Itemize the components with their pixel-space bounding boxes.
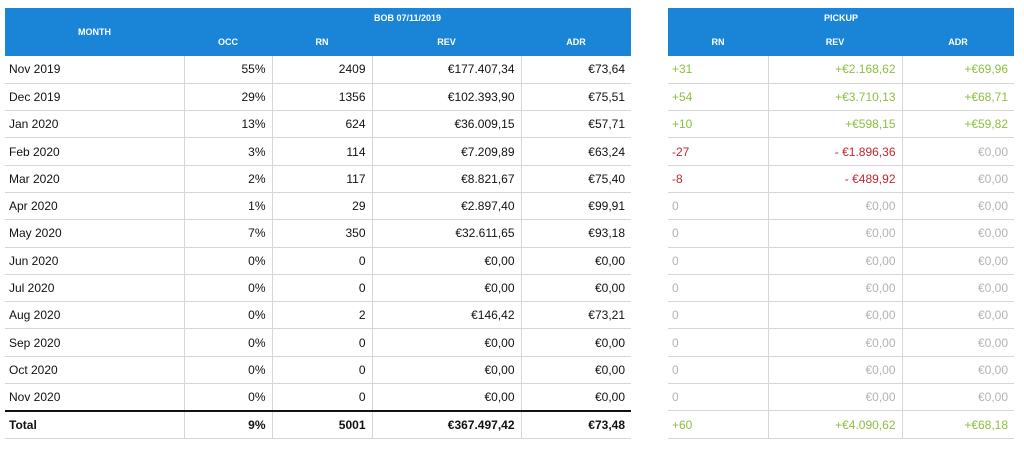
month-cell: Jul 2020 — [5, 274, 184, 301]
pickup-table-body — [668, 56, 1014, 438]
pickup-total-row — [668, 411, 1014, 438]
month-cell: Oct 2020 — [5, 356, 184, 383]
pickup-adr-header: ADR — [902, 28, 1014, 56]
bob-group-header: BOB 07/11/2019 — [184, 8, 631, 28]
occ-cell: 7% — [184, 220, 272, 247]
pickup-adr-cell: €0,00 — [902, 192, 1014, 219]
rn-cell: 350 — [272, 220, 372, 247]
pickup-adr-cell: €0,00 — [902, 138, 1014, 165]
rev-cell: €0,00 — [372, 329, 521, 356]
table-row — [5, 356, 631, 383]
rn-cell: 0 — [272, 329, 372, 356]
total-label: Total — [5, 411, 184, 438]
table-row — [5, 138, 631, 165]
rn-cell: 29 — [272, 192, 372, 219]
rn-cell: 114 — [272, 138, 372, 165]
month-header: MONTH — [5, 8, 184, 56]
rn-cell: 2 — [272, 302, 372, 329]
adr-cell: €93,18 — [521, 220, 631, 247]
table-row — [668, 138, 1014, 165]
rn-header: RN — [272, 28, 372, 56]
month-cell: Jun 2020 — [5, 247, 184, 274]
pickup-adr-cell: €0,00 — [902, 274, 1014, 301]
pickup-rn-cell: -8 — [668, 165, 768, 192]
pickup-rev-cell: €0,00 — [768, 247, 902, 274]
pickup-adr-cell: €0,00 — [902, 247, 1014, 274]
adr-cell: €75,40 — [521, 165, 631, 192]
rev-cell: €177.407,34 — [372, 56, 521, 83]
pickup-rn-cell: +31 — [668, 56, 768, 83]
pickup-adr-cell: €0,00 — [902, 302, 1014, 329]
rev-cell: €2.897,40 — [372, 192, 521, 219]
occ-cell: 3% — [184, 138, 272, 165]
bob-table — [5, 8, 631, 439]
month-cell: Mar 2020 — [5, 165, 184, 192]
table-row — [5, 165, 631, 192]
occ-cell: 13% — [184, 111, 272, 138]
table-row — [668, 83, 1014, 110]
pickup-rn-cell: 0 — [668, 247, 768, 274]
rev-cell: €0,00 — [372, 247, 521, 274]
table-row — [5, 274, 631, 301]
pickup-rn-cell: 0 — [668, 356, 768, 383]
rev-cell: €36.009,15 — [372, 111, 521, 138]
adr-cell: €63,24 — [521, 138, 631, 165]
rev-cell: €7.209,89 — [372, 138, 521, 165]
pickup-adr-cell: €0,00 — [902, 356, 1014, 383]
pickup-adr-cell: +€68,71 — [902, 83, 1014, 110]
adr-cell: €0,00 — [521, 247, 631, 274]
total-rev: €367.497,42 — [372, 411, 521, 438]
bob-table-body — [5, 56, 631, 438]
month-cell: Nov 2020 — [5, 384, 184, 411]
month-cell: Jan 2020 — [5, 111, 184, 138]
table-row — [668, 247, 1014, 274]
table-row — [5, 302, 631, 329]
pickup-rev-cell: €0,00 — [768, 220, 902, 247]
occ-cell: 0% — [184, 274, 272, 301]
pickup-rev-cell: +€3.710,13 — [768, 83, 902, 110]
month-cell: Dec 2019 — [5, 83, 184, 110]
pickup-group-header: PICKUP — [668, 8, 1014, 28]
adr-cell: €73,64 — [521, 56, 631, 83]
rn-cell: 2409 — [272, 56, 372, 83]
month-cell: May 2020 — [5, 220, 184, 247]
pickup-rn-cell: 0 — [668, 384, 768, 411]
pickup-rev-cell: €0,00 — [768, 356, 902, 383]
rn-cell: 0 — [272, 247, 372, 274]
total-rn: 5001 — [272, 411, 372, 438]
pickup-rn-cell: +54 — [668, 83, 768, 110]
table-row — [5, 384, 631, 411]
rev-cell: €146,42 — [372, 302, 521, 329]
occ-cell: 0% — [184, 384, 272, 411]
pickup-adr-cell: €0,00 — [902, 165, 1014, 192]
rn-cell: 117 — [272, 165, 372, 192]
occ-cell: 55% — [184, 56, 272, 83]
occ-cell: 0% — [184, 302, 272, 329]
occ-header: OCC — [184, 28, 272, 56]
month-cell: Sep 2020 — [5, 329, 184, 356]
pickup-rn-cell: 0 — [668, 192, 768, 219]
pickup-adr-cell: €0,00 — [902, 220, 1014, 247]
table-row — [668, 111, 1014, 138]
table-row — [668, 356, 1014, 383]
rev-header: REV — [372, 28, 521, 56]
pickup-adr-cell: +€69,96 — [902, 56, 1014, 83]
pickup-rev-cell: €0,00 — [768, 192, 902, 219]
table-row — [668, 384, 1014, 411]
table-row — [668, 192, 1014, 219]
occ-cell: 0% — [184, 247, 272, 274]
adr-cell: €99,91 — [521, 192, 631, 219]
total-row — [5, 411, 631, 438]
pickup-rn-cell: 0 — [668, 220, 768, 247]
pickup-rn-cell: 0 — [668, 274, 768, 301]
pickup-rn-cell: 0 — [668, 302, 768, 329]
adr-cell: €75,51 — [521, 83, 631, 110]
table-row — [668, 220, 1014, 247]
adr-header: ADR — [521, 28, 631, 56]
table-row — [668, 329, 1014, 356]
pickup-rn-cell: 0 — [668, 329, 768, 356]
table-row — [5, 111, 631, 138]
rn-cell: 0 — [272, 356, 372, 383]
rn-cell: 0 — [272, 384, 372, 411]
month-cell: Aug 2020 — [5, 302, 184, 329]
table-row — [668, 165, 1014, 192]
rev-cell: €32.611,65 — [372, 220, 521, 247]
occ-cell: 0% — [184, 356, 272, 383]
pickup-rev-cell: €0,00 — [768, 274, 902, 301]
adr-cell: €0,00 — [521, 384, 631, 411]
pickup-adr-cell: €0,00 — [902, 329, 1014, 356]
pickup-rev-cell: +€598,15 — [768, 111, 902, 138]
table-row — [668, 274, 1014, 301]
pickup-total-adr: +€68,18 — [902, 411, 1014, 438]
pickup-rev-header: REV — [768, 28, 902, 56]
table-row — [5, 220, 631, 247]
pickup-total-rn: +60 — [668, 411, 768, 438]
pickup-total-rev: +€4.090,62 — [768, 411, 902, 438]
table-row — [5, 56, 631, 83]
rev-cell: €0,00 — [372, 384, 521, 411]
pickup-rev-cell: €0,00 — [768, 384, 902, 411]
adr-cell: €57,71 — [521, 111, 631, 138]
occ-cell: 2% — [184, 165, 272, 192]
occ-cell: 1% — [184, 192, 272, 219]
table-row — [668, 302, 1014, 329]
adr-cell: €0,00 — [521, 356, 631, 383]
pickup-rn-header: RN — [668, 28, 768, 56]
adr-cell: €0,00 — [521, 329, 631, 356]
pickup-rev-cell: €0,00 — [768, 302, 902, 329]
rn-cell: 1356 — [272, 83, 372, 110]
adr-cell: €73,21 — [521, 302, 631, 329]
pickup-rev-cell: +€2.168,62 — [768, 56, 902, 83]
rev-cell: €0,00 — [372, 274, 521, 301]
total-occ: 9% — [184, 411, 272, 438]
month-cell: Apr 2020 — [5, 192, 184, 219]
occ-cell: 29% — [184, 83, 272, 110]
table-row — [5, 329, 631, 356]
month-cell: Feb 2020 — [5, 138, 184, 165]
pickup-adr-cell: €0,00 — [902, 384, 1014, 411]
pickup-rev-cell: - €489,92 — [768, 165, 902, 192]
rev-cell: €0,00 — [372, 356, 521, 383]
month-cell: Nov 2019 — [5, 56, 184, 83]
table-row — [5, 192, 631, 219]
rev-cell: €102.393,90 — [372, 83, 521, 110]
pickup-rn-cell: +10 — [668, 111, 768, 138]
rn-cell: 0 — [272, 274, 372, 301]
pickup-rev-cell: - €1.896,36 — [768, 138, 902, 165]
adr-cell: €0,00 — [521, 274, 631, 301]
pickup-rn-cell: -27 — [668, 138, 768, 165]
pickup-table — [668, 8, 1014, 439]
rn-cell: 624 — [272, 111, 372, 138]
table-row — [5, 247, 631, 274]
pickup-adr-cell: +€59,82 — [902, 111, 1014, 138]
rev-cell: €8.821,67 — [372, 165, 521, 192]
table-row — [668, 56, 1014, 83]
table-row — [5, 83, 631, 110]
pickup-rev-cell: €0,00 — [768, 329, 902, 356]
occ-cell: 0% — [184, 329, 272, 356]
total-adr: €73,48 — [521, 411, 631, 438]
